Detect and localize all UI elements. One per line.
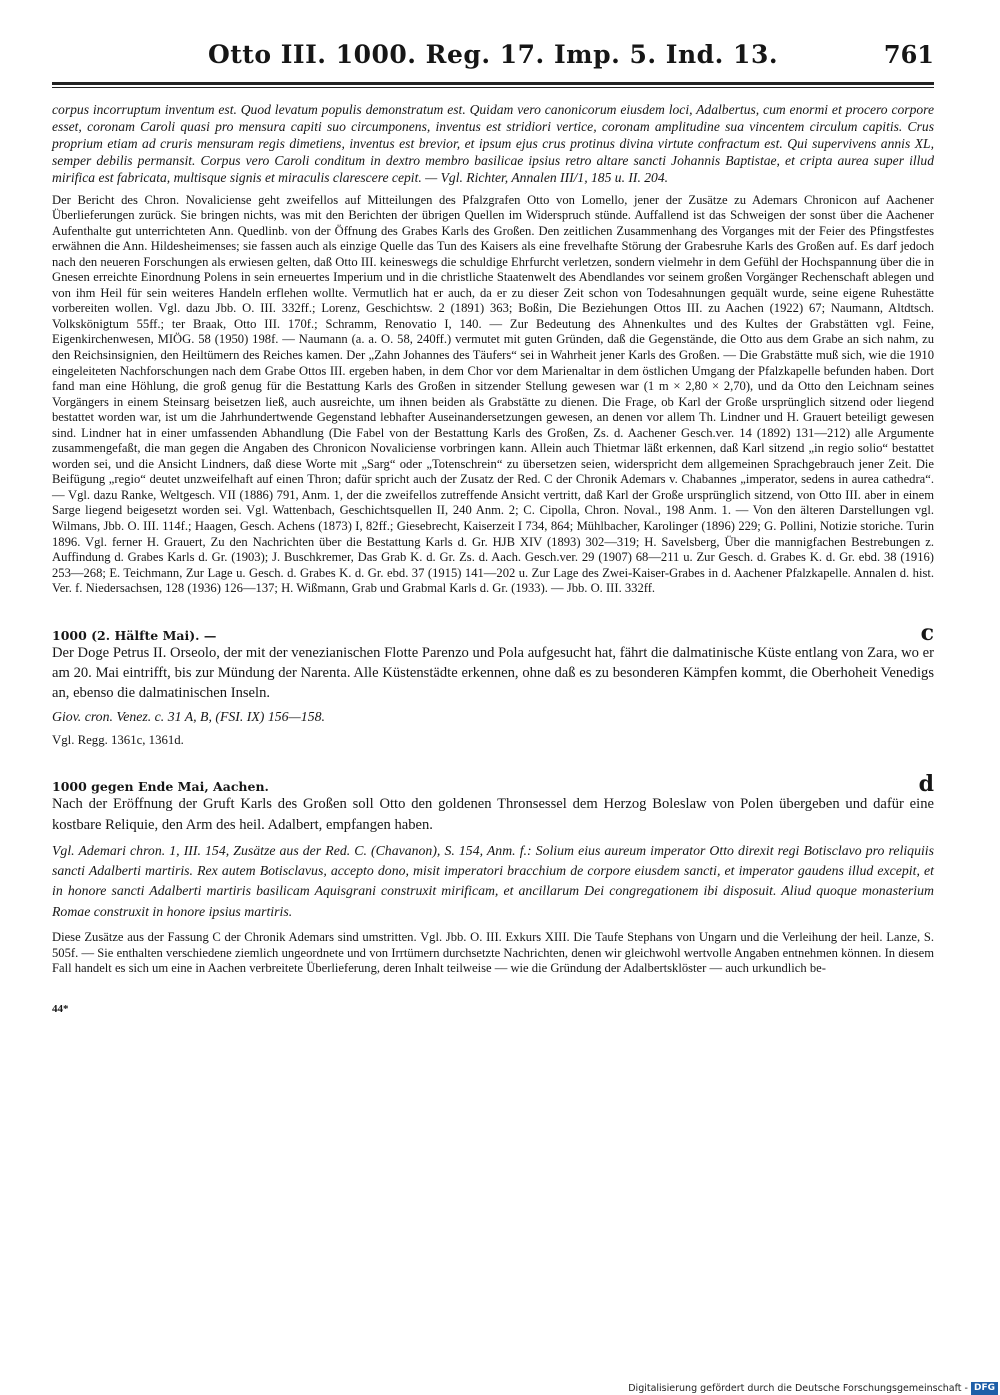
entry-heading (52, 619, 934, 646)
commentary-paragraph: Der Bericht des Chron. Novaliciense geht zweifellos auf Mitteilungen des Pfalzgrafen Otto von Lomello, jener der Zusätze zu Ademars Chronicon auf Aachener Überlieferungen zurück. Sie bringen nichts, was mit den Berichten der übrigen Quellen im Widerspruch stünde. Auffallend ist das Schweigen der sonst über die Aachener Aufenthalte gut unterrichteten Ann. Quedlinb. von der Öffnung des Grabes Karls des Großen. Den zeitlichen Zusammenhang des Vorganges mit der Feier des Pfingstfestes erwähnen die Ann. Hildesheimenses; sie fassen auch als einzige Quelle das Tun des Kaisers als eine frevelhafte Störung der Grabesruhe Karls des Großen auf. Es darf jedoch nach den neueren Forschungen als erwiesen gelten, daß Otto III. keineswegs die schuldige Ehrfurcht verletzen, sondern vielmehr in dem Gefühl der Hochspannung über die in Gnesen erreichte Einordnung Polens in sein erneuertes Imperium und in die christliche Staatenwelt des Abendlandes vor seinem großen Vorgänger Rechenschaft ablegen und von ihm Heil für sein weiteres Handeln erflehen wollte. Vermutlich hat er auch, da er zu dieser Zeit schon von Todesahnungen gequält wurde, seine eigene Ruhestätte vorbereiten wollen. Vgl. dazu Jbb. O. III. 332ff.; Lorenz, Geschichtsw. 2 (1891) 363; Boßin, Die Beziehungen Ottos III. zu Aachen (1922) 67; Naumann, Altdtsch. Volkskönigtum 55ff.; ter Braak, Otto III. 170f.; Schramm, Renovatio I, 140. — Zur Bedeutung des Ahnenkultes und des Kultes der Grabstätten vgl. Feine, Eigenkirchenwesen, MIÖG. 58 (1950) 198f. — Naumann (a. a. O. 58, 240ff.) vermutet mit guten Gründen, daß die Gegenstände, die Otto aus dem Grabe an sich nahm, zu den Reichsinsignien, den Heiltümern des Reiches kamen. Der „Zahn Johannes des Täufers“ sei in Wahrheit jener Karls des Großen. — Die Grabstätte muß sich, wie die 1910 eingeleiteten Nachforschungen nach dem Grabe Ottos III. ergeben haben, in dem Chor vor dem Marienaltar in dem östlichen Umgang der Pfalzkapelle befunden haben. Dort fand man eine Höhlung, die groß genug für die Bestattung Karls des Großen in sitzender Stellung gewesen war (1 m × 2,80 × 2,70), und da Otto den Leichnam seines Vorgängers in einem Steinsarg beisetzen ließ, auch ausreichte, um ihnen beiden als Grabstätte zu dienen. Die Frage, ob Karl der Große ursprünglich sitzend oder liegend bestattet worden war, ist um die Jahrhundertwende Gegenstand lebhafter Auseinandersetzungen gewesen, an denen vor allem Th. Lindner und H. Grauert beteiligt gewesen sind. Lindner hat in einer umfassenden Abhandlung (Die Fabel von der Bestattung Karls des Großen, Zs. d. Aachener Gesch.ver. 14 (1892) 131—212) alle Argumente zusammengefaßt, die man gegen die Angaben des Chronicon Novaliciense vorbringen kann. Allein auch Thietmar läßt erkennen, daß Karl sitzend „in regio solio“ bestattet worden sei, und die Ansicht Lindners, daß diese Worte mit „Sarg“ oder „Totenschrein“ zu übersetzen seien, widerspricht dem allgemeinen Sprachgebrauch jener Zeit. Die Beifügung „regio“ deutet unzweifelhaft auf einen Thron; dafür spricht auch der Zusatz der Red. C der Chronik Ademars v. Chabannes „imperator, sedens in aurea cathedra“. — Vgl. dazu Ranke, Weltgesch. VII (1886) 791, Anm. 1, der die zweifellos zutreffende Ansicht vertritt, daß Karl der Große ursprünglich sitzend, von Otto III. aber in einem Sarge liegend beigesetzt worden sei. Vgl. Wattenbach, Geschichtsquellen II, 240 Anm. 2; C. Cipolla, Chron. Noval., 198 Anm. 1. — Von den älteren Darstellungen vgl. Wilmans, Jbb. O. III. 114f.; Haagen, Gesch. Achens (1873) I, 82ff.; Giesebrecht, Kaiserzeit I 734, 864; Mühlbacher, Karolinger (1896) 229; G. Pollini, Notizie storiche. Turin 1896. Vgl. ferner H. Grauert, Zu den Nachrichten über die Bestattung Karls d. Gr. HJB XIV (1893) 302—319; H. Savelsberg, Über die mannigfachen Bestrebungen z. Auffindung d. Grabes Karls d. Gr. (1903); J. Buschkremer, Das Grab K. d. Gr. Zs. d. Aach. Gesch.ver. 29 (1907) 68—211 u. Zur Gesch. d. Grabes K. d. Gr. ebd. 38 (1916) 253—268; E. Teichmann, Zur Lage u. Gesch. d. Grabes K. d. Gr. ebd. 37 (1915) 141—202 u. Zur Lage des Zwei-Kaiser-Grabes in d. Aachener Pfalzkapelle. Annalen d. hist. Ver. f. Niedersachsen, 128 (1936) 126—137; H. Wißmann, Grab und Grabmal Karls d. Gr. (1933). — Jbb. O. III. 332ff. (52, 192, 934, 596)
header-rule-thin (52, 87, 934, 88)
entry-source: Vgl. Ademari chron. 1, III. 154, Zusätze aus der Red. C. (Chavanon), S. 154, Anm. f.: Solium eius aureum imperator Otto direxit regi Botisclavo pro reliquiis sancti Adalberti martiris. Rex autem Botisclavus, accepto dono, misit imperatori bracchium de corpore eiusdem sancti, et imperator gaudens illud excepit, et in honore sancti Adalberti martiris basilicam Aquisgrani construxit mirificam, et ancillarum Dei congregationem ibi disposuit. Aliud quoque monasterium Romae construxit in honore ipsius martiris. (52, 842, 934, 919)
digitization-footer (607, 1381, 1000, 1395)
dfg-logo-icon: DFG (971, 1382, 998, 1395)
regest-entry-c (52, 619, 934, 749)
entry-commentary: Diese Zusätze aus der Fassung C der Chronik Ademars sind umstritten. Vgl. Jbb. O. III. Exkurs XIII. Die Taufe Stephans von Ungarn und die Verleihung der heil. Lanze, S. 505f. — Sie enthalten verschiedene ziemlich ungeordnete und von Irrtümern durchsetzte Nachrichten, denen wir gleichwohl wertvolle Angaben entnehmen können. In diesem Fall handelt es sich um eine in Aachen verbreitete Überlieferung, deren Inhalt teilweise — wie die Gründung der Adalbertsklöster — auch urkundlich be- (52, 929, 934, 976)
footer-separator: - (964, 1382, 968, 1394)
signature-mark: 44* (52, 1002, 69, 1015)
entry-source: Giov. cron. Venez. c. 31 A, B, (FSI. IX) 156—158. (52, 709, 325, 725)
page (52, 40, 934, 1015)
page-number: 761 (883, 40, 934, 69)
entry-heading (52, 771, 934, 798)
entry-date: 1000 (2. Hälfte Mai). — (52, 627, 217, 643)
entry-letter: c (920, 619, 934, 646)
source-quotation: corpus incorruptum inventum est. Quod levatum populis demonstratum est. Quidam vero canonicorum eiusdem loci, Adalbertus, cum enormi et procero corpore esset, coronam Caroli quasi pro mensura capiti suo circumponens, inventus est stridiori vertice, coronam amplitudine sua vincentem circulum capitis. Crus proprium etiam ad cruris mensuram regis dimetiens, inventus est brevior, et ipsum ejus crus protinus divina virtute confractum est. Qui supervivens annis XL, semper debilis permansit. Corpus vero Caroli conditum in dextro membro basilicae ipsius retro altare sancti Johannis Baptistae, et cripta aurea super illud mirifica est fabricata, multisque signis et miraculis clarescere cepit. — Vgl. Richter, Annalen III/1, 185 u. II. 204. (52, 102, 934, 185)
entry-reference: Vgl. Regg. 1361c, 1361d. (52, 733, 184, 748)
footer-text: Digitalisierung gefördert durch die Deutsche Forschungsgemeinschaft (628, 1382, 962, 1394)
running-head (52, 40, 934, 80)
entry-text: Der Doge Petrus II. Orseolo, der mit der venezianischen Flotte Parenzo und Pola aufgesucht hat, fährt die dalmatinische Küste entlang von Zara, wo er am 20. Mai eintrifft, bis zur Mündung der Narenta. Alle Küstenstädte erkennen, ohne daß es zu besonderen Kämpfen kommt, die Oberhoheit Venedigs an, ebenso die dalmatinischen Inseln. (52, 644, 934, 702)
header-rule-thick (52, 82, 934, 85)
entry-text: Nach der Eröffnung der Gruft Karls des Großen soll Otto den goldenen Thronsessel dem Herzog Boleslaw von Polen übergeben und dafür eine kostbare Reliquie, den Arm des heil. Adalbert, empfangen haben. (52, 796, 934, 833)
entry-letter: d (918, 771, 934, 798)
running-title: Otto III. 1000. Reg. 17. Imp. 5. Ind. 13. (207, 40, 779, 69)
regest-entry-d (52, 771, 934, 976)
entry-date: 1000 gegen Ende Mai, Aachen. (52, 779, 269, 795)
